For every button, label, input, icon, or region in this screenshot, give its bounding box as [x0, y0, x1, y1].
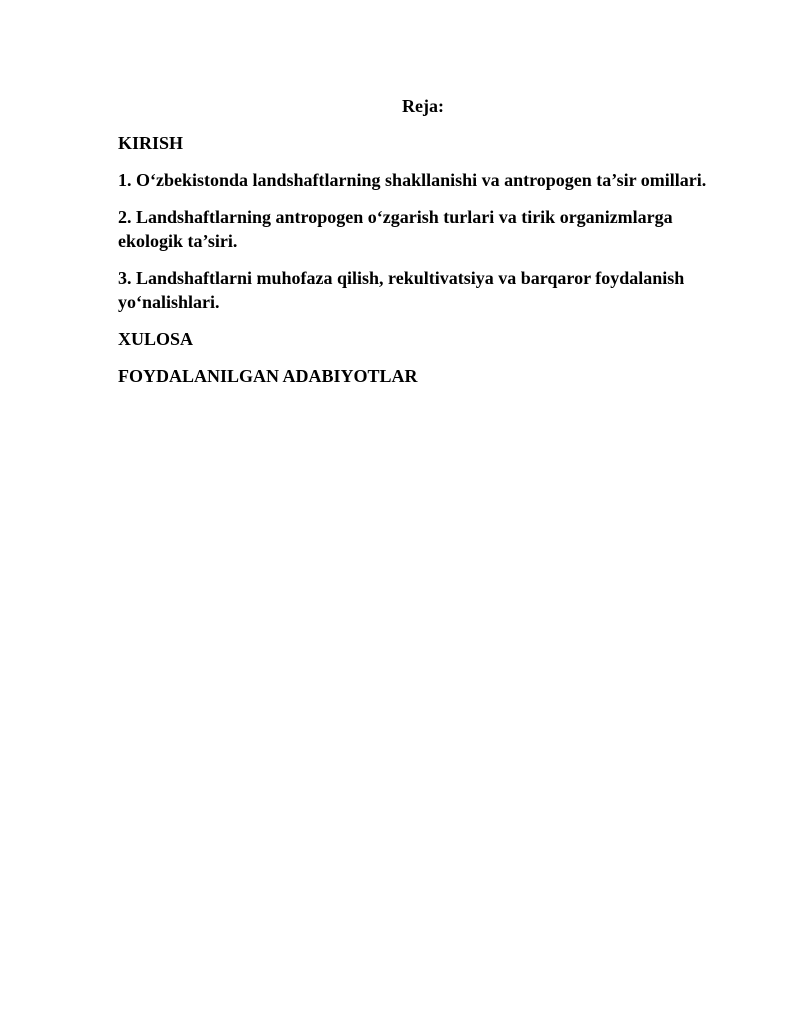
- toc-item-introduction: KIRISH: [118, 133, 184, 153]
- page-title: Reja:: [402, 96, 444, 116]
- toc-item-chapter-1: 1. O‘zbekistonda landshaftlarning shakllanishi va antropogen ta’sir omillari.: [118, 170, 707, 190]
- toc-item-references: FOYDALANILGAN ADABIYOTLAR: [118, 366, 418, 386]
- toc-item-chapter-3: 3. Landshaftlarni muhofaza qilish, rekultivatsiya va barqaror foydalanish yo‘nalishlari.: [118, 268, 685, 312]
- toc-item-conclusion: XULOSA: [118, 329, 194, 349]
- document-content: [118, 94, 728, 401]
- toc-item-chapter-2: 2. Landshaftlarning antropogen o‘zgarish turlari va tirik organizmlarga ekologik ta’siri.: [118, 207, 673, 251]
